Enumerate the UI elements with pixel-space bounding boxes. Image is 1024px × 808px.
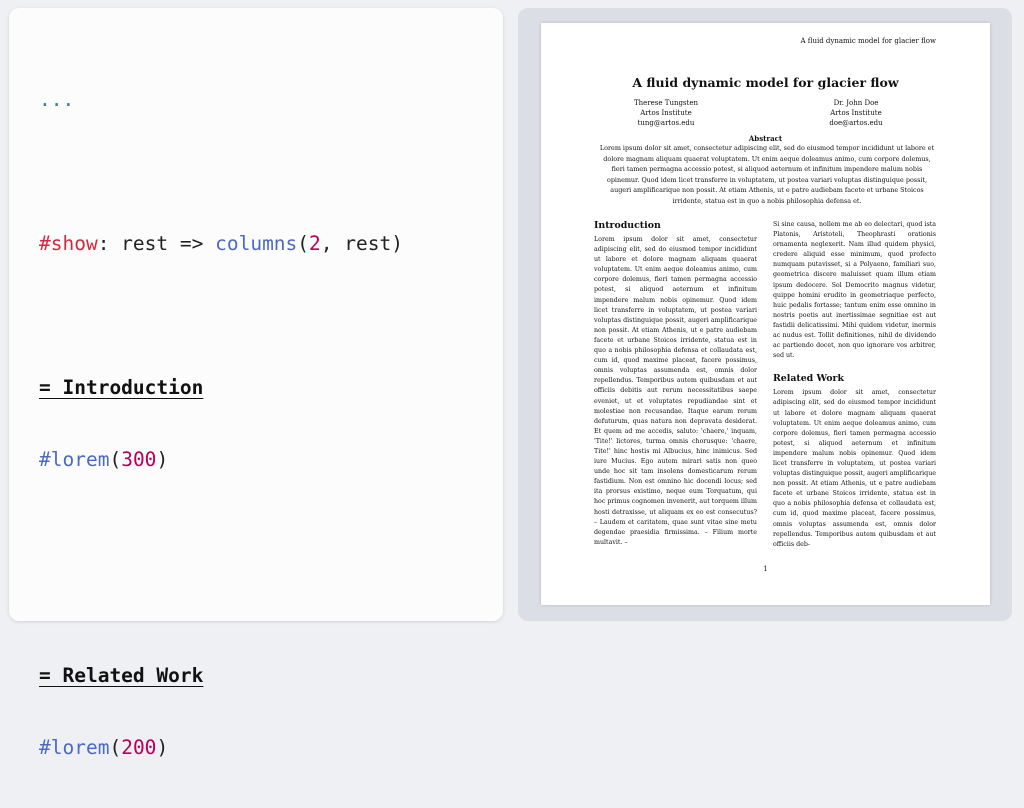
running-header: A fluid dynamic model for glacier flow <box>800 37 936 45</box>
code-line-heading-introduction: = Introduction <box>39 376 204 399</box>
author-affiliation: Artos Institute <box>640 109 692 117</box>
code-line-blank <box>39 304 403 328</box>
author-block <box>781 98 931 128</box>
author-email: tung@artos.edu <box>637 119 695 127</box>
author-name: Therese Tungsten <box>634 99 698 107</box>
code-line-show-rule: #show: rest => columns(2, rest) <box>39 232 403 255</box>
preview-pane[interactable] <box>518 8 1012 621</box>
author-block <box>591 98 741 128</box>
section-heading-related-work: Related Work <box>773 373 844 385</box>
intro-paragraph-continued: Si sine causa, nollem me ab eo delectari, quod ista Platonis, Aristoteli, Theophrasti orationis ornamenta neglexerit. Nam illud quidem physici, credere aliquid esse minimum, quod profecto numquam putavisset, si a Polyaeno, familiari suo, geometrica discere maluisset quam illum etiam ipsum dedocere. Sol Democrito magnus videtur, quippe homini erudito in geometriaque perfecto, huic pedalis fortasse; tantum enim esse omnino in nostris poetis aut inertissimae segnitiae est aut fastidii delicatissimi. Mihi quidem videtur, inermis ac nudus est. Tollit definitiones, nihil de dividendo ac partiendo docet, non quo ignorare vos arbitrer, sed ut. <box>773 221 936 360</box>
related-paragraph: Lorem ipsum dolor sit amet, consectetur adipiscing elit, sed do eiusmod tempor incididunt ut labore et dolore magnam aliquam quaerat voluptatem. Ut enim aeque doleamus animo, cum corpore dolemus, fieri tamen permagna accessio potest, si aliquod aeternum et infinitum impendere malum nobis opinemur. Quod idem licet transferre in voluptatem, ut postea variari voluptas distinguique possit, augeri amplificarique non possit. At etiam Athenis, ut e patre audiebam facete et urbane Stoicos irridente, statua est in quo a nobis philosophia defensa et collaudata est, cum id, quod maxime placeat, facere possimus, omnis voluptas assumenda est, omnis dolor repellendus. Temporibus autem quibusdam et aut officiis deb- <box>773 389 936 548</box>
abstract-heading: Abstract <box>748 134 783 143</box>
abstract-text: Lorem ipsum dolor sit amet, consectetur adipiscing elit, sed do eiusmod tempor incididunt ut labore et dolore magnam aliquam quaerat voluptatem. Ut enim aeque doleamus animo, cum corpore dolemus, fieri tamen permagna accessio potest, si aliquod aeternum et infinitum impendere malum nobis opinemur. Quod idem licet transferre in voluptatem, ut postea variari voluptas distinguique possit, augeri amplificarique non possit. At etiam Athenis, ut e patre audiebam facete et urbane Stoicos irridente, statua est in quo a nobis philosophia defensa et. <box>599 144 935 205</box>
document-page <box>541 23 990 605</box>
code-line-heading-related-work: = Related Work <box>39 664 204 687</box>
section-gap <box>773 361 936 373</box>
document-title: A fluid dynamic model for glacier flow <box>632 75 899 90</box>
code-line-blank <box>39 160 403 184</box>
code-line-ellipsis: ... <box>39 88 75 111</box>
left-column <box>594 220 757 548</box>
author-email: doe@artos.edu <box>829 119 883 127</box>
right-column <box>773 220 936 550</box>
code-line-blank <box>39 520 403 544</box>
code-text[interactable] <box>39 40 403 808</box>
code-line-lorem-200: #lorem(200) <box>39 736 169 759</box>
code-line-blank <box>39 592 403 616</box>
author-affiliation: Artos Institute <box>830 109 882 117</box>
keyword-show: #show <box>39 232 98 255</box>
code-editor-pane[interactable] <box>9 8 503 759</box>
author-name: Dr. John Doe <box>833 99 879 107</box>
section-heading-introduction: Introduction <box>594 220 661 231</box>
intro-paragraph: Lorem ipsum dolor sit amet, consectetur adipiscing elit, sed do eiusmod tempor incididunt ut labore et dolore magnam aliquam quaerat voluptatem. Ut enim aeque doleamus animo, cum corpore dolemus, fieri tamen permagna accessio potest, si aliquod aeternum et infinitum impendere malum nobis opinemur. Quod idem licet transferre in voluptatem, ut postea variari voluptas distinguique possit, augeri amplificarique non possit. At etiam Athenis, ut e patre audiebam facete et urbane Stoicos irridente, statua est in quo a nobis philosophia defensa et collaudata est, cum id, quod maxime placeat, facere possimus, omnis voluptas assumenda est, omnis dolor repellendus. Temporibus autem quibusdam et aut officiis debitis aut rerum necessitatibus saepe eveniet, ut et voluptates repudiandae sint et molestiae non recusandae. Itaque earum rerum defuturum, quas natura non depravata desiderat. Et quem ad me accedis, saluto: 'chaere,' inquam, 'Tite!' lictores, turma omnis chorusque: 'chaere, Tite!' hinc hostis mi Albucius, hinc inimicus. Sed iure Mucius. Ego autem mirari satis non queo unde hoc sit tam insolens domesticarum rerum fastidium. Non est omnino hic docendi locus; sed ita prorsus existimo, neque eum Torquatum, qui hoc primus cognomen invenerit, aut torquem illum hosti detraxisse, ut aliquam ex eo est consecutus? – Laudem et caritatem, quae sunt vitae sine metu degendae praesidia firmissima. – Filium morte multavit. – <box>594 236 757 546</box>
page-number: 1 <box>763 565 768 573</box>
code-line-lorem-300: #lorem(300) <box>39 448 169 471</box>
function-columns: columns <box>215 232 298 255</box>
